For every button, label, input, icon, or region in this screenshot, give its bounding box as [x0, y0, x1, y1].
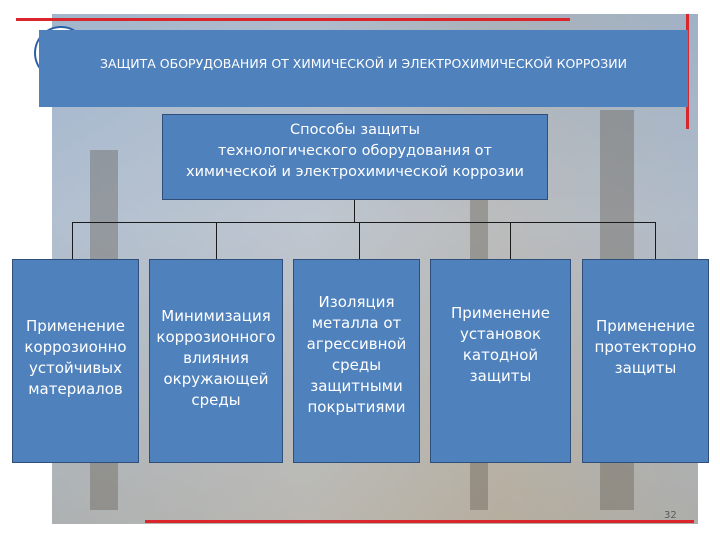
method-box-sacrificial [582, 259, 709, 463]
slide-title-text: ЗАЩИТА ОБОРУДОВАНИЯ ОТ ХИМИЧЕСКОЙ И ЭЛЕКТРОХИМИЧЕСКОЙ КОРРОЗИИ [100, 55, 627, 71]
connector-branch [359, 222, 360, 259]
connector-branch [216, 222, 217, 259]
method-line: среды [331, 356, 382, 374]
connector-branch [72, 222, 73, 259]
root-line: химической и электрохимической коррозии [186, 164, 524, 180]
method-box-cathodic [430, 259, 571, 463]
method-line: материалов [28, 380, 123, 398]
page-number: 32 [664, 510, 677, 521]
method-line: окружающей [163, 370, 269, 388]
root-line: Способы защиты [290, 122, 420, 138]
method-line: коррозионно [24, 338, 127, 356]
method-box-coatings [293, 259, 420, 463]
method-line: защитными [310, 377, 403, 395]
connector-branch [655, 222, 656, 259]
slide-title [39, 30, 688, 107]
method-line: Минимизация [161, 307, 271, 325]
diagram-root-node [162, 114, 548, 200]
method-line: катодной [462, 346, 539, 364]
method-line: протекторно [594, 338, 697, 356]
connector-bus [72, 222, 655, 223]
connector-branch [510, 222, 511, 259]
connector-trunk [354, 200, 355, 222]
method-line: Применение [596, 317, 695, 335]
method-line: агрессивной [306, 335, 407, 353]
method-line: Изоляция [318, 293, 395, 311]
method-box-environment [149, 259, 283, 463]
method-line: среды [191, 391, 241, 409]
method-line: покрытиями [307, 398, 406, 416]
method-line: влияния [183, 349, 249, 367]
method-line: Применение [26, 317, 125, 335]
bottom-accent-line [145, 520, 694, 523]
root-line: технологического оборудования от [217, 143, 493, 159]
method-line: защиты [614, 359, 677, 377]
method-line: установок [459, 325, 542, 343]
top-accent-line [16, 18, 570, 21]
method-line: Применение [451, 304, 550, 322]
method-line: защиты [469, 367, 532, 385]
method-line: коррозионного [156, 328, 276, 346]
method-line: металла от [311, 314, 402, 332]
method-box-materials [12, 259, 139, 463]
method-line: устойчивых [29, 359, 122, 377]
